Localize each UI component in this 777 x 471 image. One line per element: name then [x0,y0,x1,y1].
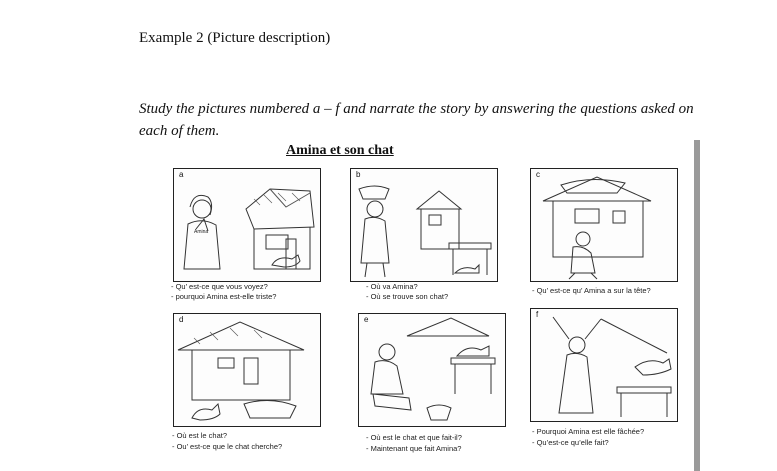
panel-e-illustration [359,314,505,426]
picture-panel-d [173,313,321,427]
panel-b-illustration [351,169,497,281]
panel-d-illustration [174,314,320,426]
panel-f-illustration [531,309,677,421]
name-sign: Amina [194,229,209,235]
panel-letter: f [536,310,539,319]
panel-f-question-1: - Pourquoi Amina est elle fâchée? [532,427,645,436]
panel-letter: a [179,170,184,179]
panel-c-illustration [531,169,677,281]
picture-panel-f [530,308,678,422]
panel-a-question-1: - Qu’ est-ce que vous voyez? [171,282,268,291]
picture-panel-c [530,168,678,282]
story-title: Amina et son chat [286,143,394,158]
panel-d-question-2: - Ou’ est-ce que le chat cherche? [172,442,283,451]
panel-a-illustration [174,169,320,281]
panel-letter: d [179,315,184,324]
panel-a-question-2: - pourquoi Amina est-elle triste? [171,292,277,301]
panel-letter: b [356,170,361,179]
panel-e-question-1: - Où est le chat et que fait-il? [366,433,462,442]
panel-c-question-1: - Qu’ est-ce qu’ Amina a sur la tête? [532,286,651,295]
picture-panel-b [350,168,498,282]
panel-f-question-2: - Qu’est-ce qu’elle fait? [532,438,609,447]
panel-d-question-1: - Où est le chat? [172,431,228,440]
panel-b-question-1: - Où va Amina? [366,282,418,291]
panel-b-question-2: - Où se trouve son chat? [366,292,449,301]
panel-e-question-2: - Maintenant que fait Amina? [366,444,462,453]
example-heading: Example 2 (Picture description) [139,30,331,46]
panel-letter: c [536,170,540,179]
picture-panel-a [173,168,321,282]
panel-letter: e [364,315,369,324]
picture-panel-e [358,313,506,427]
instructions-text: Study the pictures numbered a – f and narrate the story by answering the questions asked on each of them. [139,101,694,139]
scan-edge-shadow [694,140,700,471]
